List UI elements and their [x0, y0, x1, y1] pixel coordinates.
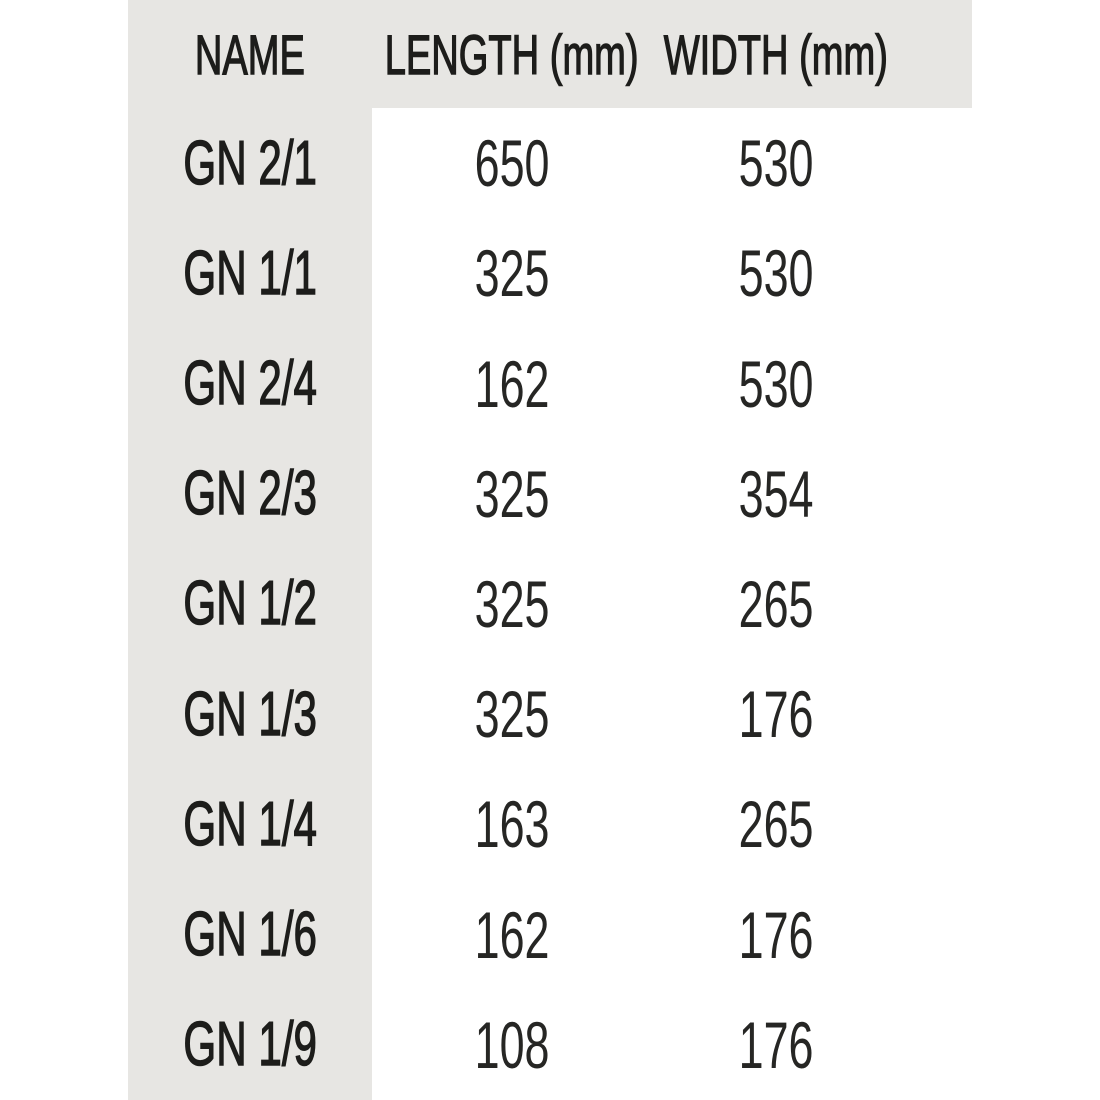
- row-length-cell: [372, 659, 652, 769]
- row-length-value: 163: [474, 787, 550, 862]
- row-name-cell: [128, 659, 372, 769]
- row-name-label: GN 1/6: [183, 900, 317, 970]
- row-length-value: 162: [474, 346, 550, 421]
- row-name-label: GN 2/1: [183, 128, 317, 198]
- row-name-cell: [128, 439, 372, 549]
- row-length-cell: [372, 218, 652, 328]
- row-name-label: GN 2/4: [183, 349, 317, 419]
- row-length-value: 650: [474, 126, 550, 201]
- header-width-label: WIDTH (mm): [663, 22, 889, 86]
- row-length-value: 162: [474, 897, 550, 972]
- row-width-value: 265: [738, 566, 814, 641]
- header-name: [128, 0, 372, 108]
- header-length: [372, 0, 652, 108]
- row-length-cell: [372, 769, 652, 879]
- row-name-label: GN 1/4: [183, 789, 317, 859]
- row-length-value: 325: [474, 456, 550, 531]
- row-length-value: 325: [474, 566, 550, 641]
- row-width-cell: [652, 108, 900, 218]
- row-name-label: GN 1/2: [183, 569, 317, 639]
- row-width-cell: [652, 439, 900, 549]
- header-length-label: LENGTH (mm): [385, 22, 639, 86]
- row-width-value: 176: [738, 677, 814, 752]
- row-name-cell: [128, 328, 372, 438]
- row-width-cell: [652, 990, 900, 1100]
- row-width-cell: [652, 769, 900, 879]
- row-name-cell: [128, 218, 372, 328]
- row-length-cell: [372, 549, 652, 659]
- row-length-value: 325: [474, 677, 550, 752]
- row-length-value: 325: [474, 236, 550, 311]
- row-width-cell: [652, 880, 900, 990]
- row-name-cell: [128, 108, 372, 218]
- row-name-cell: [128, 549, 372, 659]
- row-width-cell: [652, 218, 900, 328]
- header-name-label: NAME: [194, 22, 306, 86]
- row-width-value: 530: [738, 346, 814, 421]
- row-length-cell: [372, 108, 652, 218]
- header-width: [652, 0, 900, 108]
- row-length-cell: [372, 880, 652, 990]
- row-name-label: GN 1/3: [183, 679, 317, 749]
- row-name-label: GN 1/1: [183, 238, 317, 308]
- row-width-cell: [652, 659, 900, 769]
- row-width-cell: [652, 328, 900, 438]
- row-width-value: 530: [738, 126, 814, 201]
- row-name-cell: [128, 769, 372, 879]
- row-width-value: 176: [738, 1007, 814, 1082]
- row-width-value: 265: [738, 787, 814, 862]
- row-length-cell: [372, 439, 652, 549]
- row-width-value: 530: [738, 236, 814, 311]
- row-width-cell: [652, 549, 900, 659]
- row-length-value: 108: [474, 1007, 550, 1082]
- row-length-cell: [372, 990, 652, 1100]
- row-name-cell: [128, 990, 372, 1100]
- row-name-label: GN 2/3: [183, 459, 317, 529]
- row-name-label: GN 1/9: [183, 1010, 317, 1080]
- row-width-value: 354: [738, 456, 814, 531]
- row-length-cell: [372, 328, 652, 438]
- row-width-value: 176: [738, 897, 814, 972]
- row-name-cell: [128, 880, 372, 990]
